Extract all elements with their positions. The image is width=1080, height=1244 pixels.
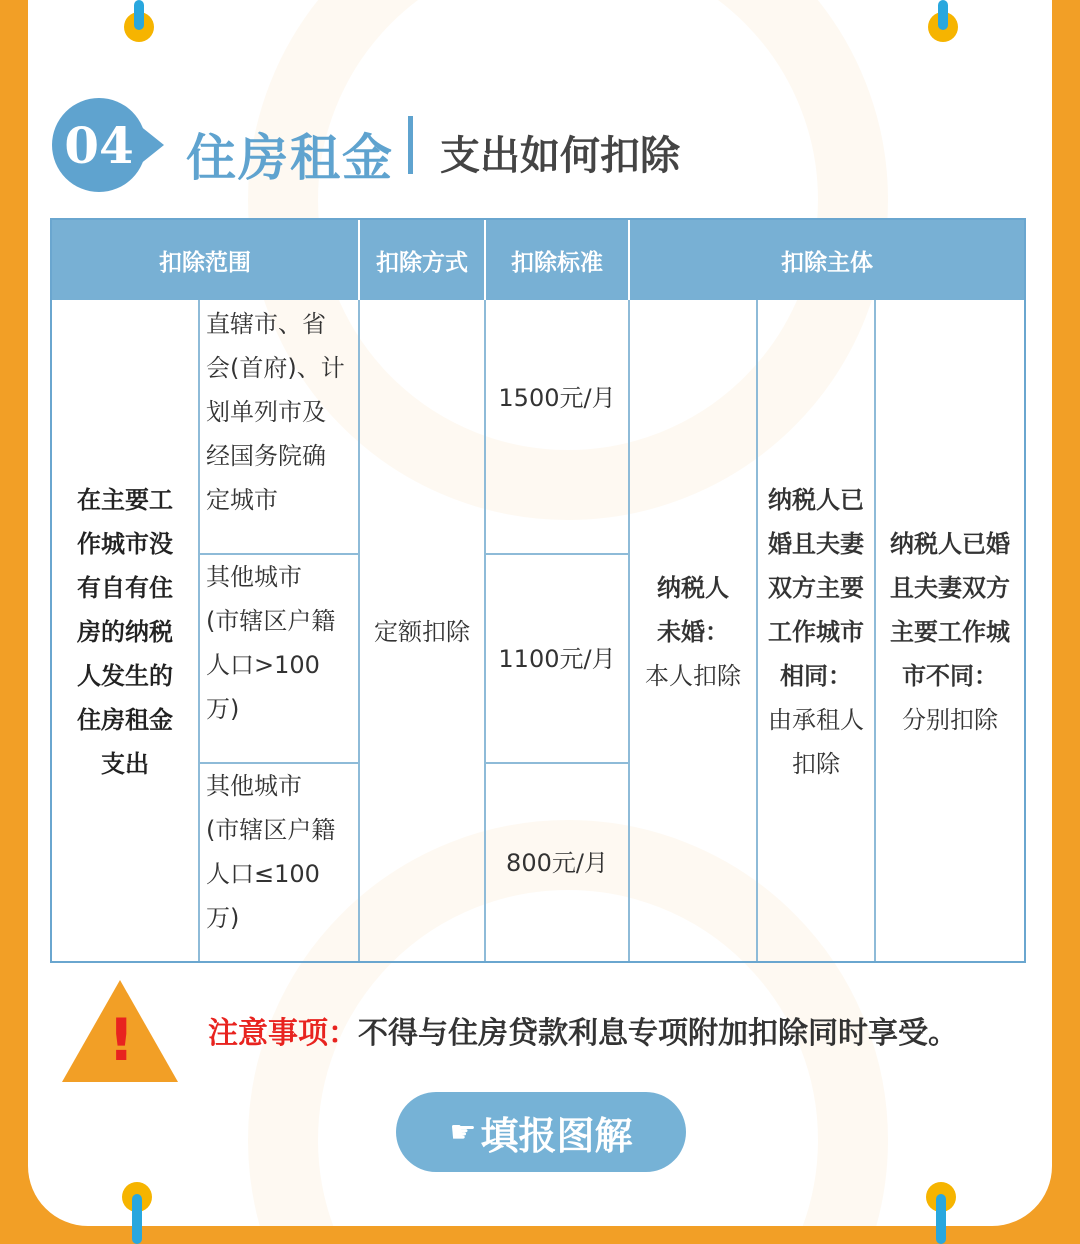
cell-text: 住房租金 (77, 705, 173, 734)
filing-guide-button[interactable] (396, 1092, 686, 1172)
pointing-hand-icon: ☛ (449, 1114, 477, 1150)
page-title: 住房租金 (186, 129, 394, 187)
cell-scope-tier1 (206, 302, 358, 553)
header-scope: 扣除范围 (159, 249, 251, 276)
cell-scope-tier3 (206, 764, 358, 961)
header-standard: 扣除标准 (511, 249, 603, 276)
cell-text: 由承租人 (768, 705, 864, 734)
cell-text: 划单列市及 (206, 398, 326, 426)
cell-text: 主要工作城 (890, 617, 1010, 646)
cell-text: 有自有住 (77, 573, 173, 602)
notice-label: 注意事项： (208, 1016, 358, 1051)
cell-text: 相同： (780, 661, 852, 690)
cell-standard-tier3: 800元/月 (506, 848, 608, 877)
cell-standard-tier1: 1500元/月 (498, 383, 616, 412)
cell-text: 人发生的 (77, 661, 173, 690)
header-divider (628, 220, 630, 300)
cell-text: 双方主要 (768, 573, 864, 602)
header-method: 扣除方式 (376, 249, 468, 276)
cell-text: 人口≤100 (206, 860, 320, 888)
cell-text: 人口>100 (206, 651, 320, 679)
badge-arrow-icon (134, 121, 164, 169)
cell-text: 会(首府)、计 (206, 354, 345, 382)
header-divider (484, 220, 486, 300)
cell-text: 经国务院确 (206, 442, 326, 470)
section-number: 04 (64, 115, 134, 175)
cell-text: 万) (206, 695, 240, 723)
cell-text: 直辖市、省 (206, 310, 326, 338)
cell-text: 市不同： (902, 661, 998, 690)
cell-text: 定城市 (206, 486, 278, 514)
cell-method: 定额扣除 (374, 617, 470, 646)
cell-text: (市辖区户籍 (206, 816, 336, 844)
header-subject: 扣除主体 (781, 249, 873, 276)
cell-text: 在主要工 (77, 485, 173, 514)
cell-text: 分别扣除 (902, 705, 998, 734)
cell-scope-main (52, 302, 198, 961)
cell-text: 扣除 (792, 749, 840, 778)
pin-top-left (134, 0, 144, 30)
cell-subject-same-city (758, 302, 874, 961)
pin-bottom-right (936, 1194, 946, 1244)
cell-text: 纳税人 (657, 573, 729, 602)
cell-text: 纳税人已 (768, 485, 864, 514)
section-number-badge (52, 98, 146, 192)
grid-line (198, 300, 200, 961)
cell-text: 作城市没 (77, 529, 173, 558)
pin-bottom-left (132, 1194, 142, 1244)
cell-text: 房的纳税 (77, 617, 173, 646)
cell-text: 未婚： (657, 617, 729, 646)
cell-text: 其他城市 (206, 772, 302, 800)
filing-guide-label: 填报图解 (480, 1113, 633, 1158)
cell-subject-diff-city (876, 302, 1024, 961)
title-divider (408, 116, 413, 174)
cell-text: 婚且夫妻 (768, 529, 864, 558)
cell-scope-tier2 (206, 555, 358, 762)
notice-text: 不得与住房贷款利息专项附加扣除同时享受。 (358, 1016, 958, 1051)
cell-subject-unmarried (630, 302, 756, 961)
cell-text: 纳税人已婚 (890, 529, 1010, 558)
pin-top-right (938, 0, 948, 30)
cell-text: 工作城市 (768, 617, 864, 646)
page-subtitle: 支出如何扣除 (440, 133, 680, 179)
cell-text: 本人扣除 (645, 661, 741, 690)
header-divider (358, 220, 360, 300)
exclamation-icon: ! (108, 1006, 135, 1074)
cell-text: 且夫妻双方 (890, 573, 1010, 602)
deduction-table (50, 218, 1026, 963)
cell-text: 万) (206, 904, 240, 932)
cell-text: (市辖区户籍 (206, 607, 336, 635)
cell-text: 其他城市 (206, 563, 302, 591)
notice-line (208, 1008, 958, 1052)
table-header (52, 220, 1024, 300)
cell-standard-tier2: 1100元/月 (498, 644, 616, 673)
cell-text: 支出 (101, 749, 149, 778)
